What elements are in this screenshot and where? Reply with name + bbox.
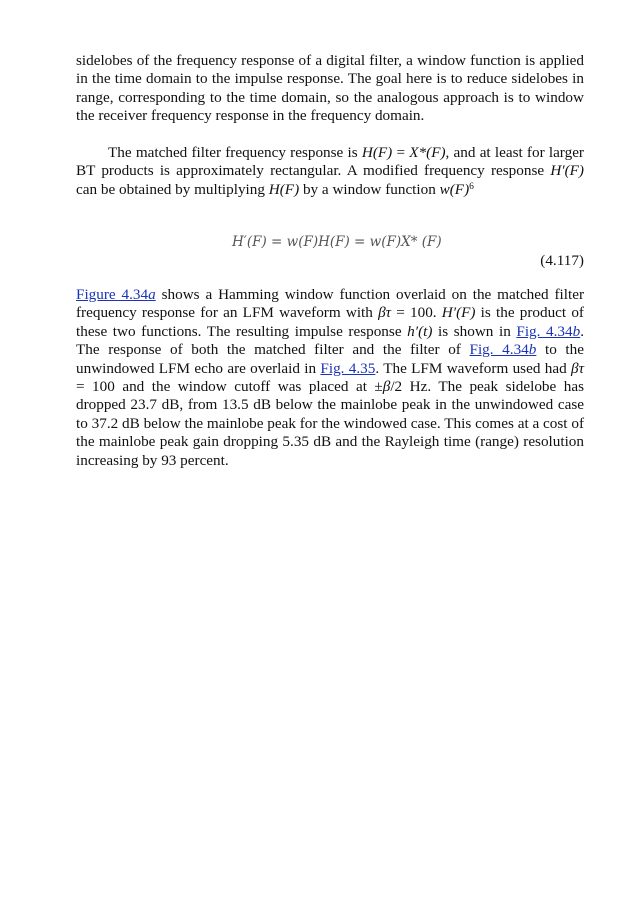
equation-4-117: H′(F) = w(F)H(F) = w(F)X* (F) [232,234,442,250]
w-of-f: w(F) [439,180,470,198]
beta-tau-1: βτ [378,304,392,322]
p2-text-1: The matched filter frequency response is [108,144,362,161]
link-figure-4-34a-sub: a [148,286,156,303]
p2-text-3: , and at least for larger BT products is approximately rectangular. A modified frequency response [76,144,584,180]
link-figure-4-34b-1-sub: b [572,322,581,340]
link-figure-4-34a[interactable] [76,286,156,303]
p3-text-8: = 100 and the window cutoff was placed at ± [76,378,383,396]
paragraph-hamming-results [76,286,584,470]
p2-text-4: can be obtained by multiplying [76,180,269,198]
p3-text-2: = 100. [391,304,442,322]
beta-symbol: β [382,378,391,396]
p3-text-7: . The LFM waveform used had [375,359,572,377]
paragraph-window-intro [76,52,584,126]
p2-text-2: = [392,144,410,161]
link-figure-4-34b-2-text: Fig. 4.34 [469,341,529,359]
link-figure-4-35[interactable]: Fig. 4.35 [320,359,376,377]
p3-text-1: shows a Hamming window function overlaid on the matched filter frequency response for an LFM waveform with [76,286,585,322]
p2-text-5: by a window function [299,180,440,198]
equation-number: (4.117) [540,252,584,269]
paragraph-matched-filter [76,144,584,199]
p3-text-4: is shown in [432,322,517,340]
p3-text-3: is the product of these two functions. The resulting impulse response [76,304,584,340]
h-prime-of-f-p3: H′(F) [441,304,476,322]
paragraph1-text: sidelobes of the frequency response of a digital filter, a window function is applied in the time domain to the impulse response. The goal here is to reduce sidelobes in range, corresponding to the time domain, so the analogous approach is to window the receiver frequency response in the frequency domain. [76,52,584,125]
link-figure-4-34b-2[interactable] [470,341,537,358]
p3-text-6: to the unwindowed LFM echo are overlaid in [76,341,584,377]
p3-text-9: /2 Hz. The peak sidelobe has dropped 23.7 dB, from 13.5 dB below the mainlobe peak in the unwindowed case to 37.2 dB below the mainlobe peak for the windowed case. This comes at a cost of the mainlobe peak gain dropping 5.35 dB and the Rayleigh time (range) resolution increasing by 93 percent. [76,378,584,469]
link-figure-4-34b-2-sub: b [528,341,537,359]
x-star-of-f: X*(F) [409,144,446,161]
link-figure-4-34b-1[interactable] [516,323,580,340]
p3-text-5: . The response of both the matched filter and the filter of [76,322,585,359]
link-figure-4-34a-text: Figure 4.34 [76,286,149,303]
h-of-f-2: H(F) [268,180,300,198]
footnote-marker[interactable]: 6 [469,181,474,192]
h-prime-of-f: H′(F) [550,162,584,180]
link-figure-4-34b-1-text: Fig. 4.34 [516,322,573,340]
h-of-f: H(F) [361,144,393,161]
beta-tau-2: βτ [571,359,585,377]
h-prime-of-t: h′(t) [407,322,433,340]
